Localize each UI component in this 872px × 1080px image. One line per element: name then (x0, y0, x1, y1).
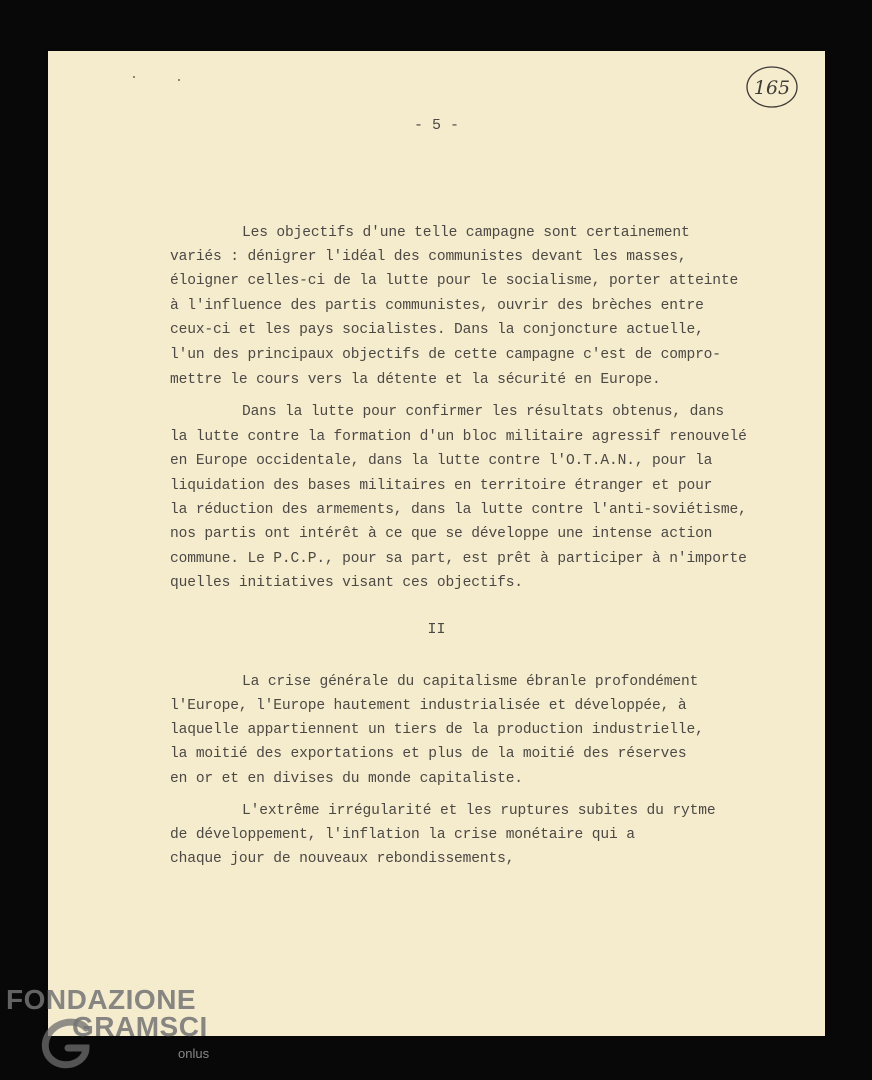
section-heading: II (427, 621, 446, 638)
archive-number: 165 (753, 77, 791, 99)
document-page (48, 51, 825, 1036)
watermark-line-3: onlus (178, 1046, 210, 1061)
watermark-line-2: GRAMSCI (72, 1011, 208, 1042)
watermark-line-1: FONDAZIONE (6, 984, 197, 1015)
archive-watermark (4, 984, 224, 1080)
text-line: la réduction des armements, dans la lutte contre l'anti-soviétisme, (170, 502, 747, 518)
text-line: ceux-ci et les pays socialistes. Dans la conjoncture actuelle, (170, 322, 704, 338)
text-line: laquelle appartiennent un tiers de la production industrielle, (170, 722, 704, 738)
text-line: nos partis ont intérêt à ce que se développe une intense action (170, 526, 713, 542)
text-line: Dans la lutte pour confirmer les résultats obtenus, dans (242, 404, 725, 420)
text-line: la lutte contre la formation d'un bloc militaire agressif renouvelé (170, 429, 747, 445)
text-line: L'extrême irrégularité et les ruptures subites du rytme (242, 803, 716, 819)
body-text (48, 51, 825, 1036)
text-line: à l'influence des partis communistes, ouvrir des brèches entre (170, 298, 704, 314)
text-line: l'un des principaux objectifs de cette campagne c'est de compro- (170, 347, 721, 363)
text-line: Les objectifs d'une telle campagne sont certainement (242, 225, 690, 241)
page-number: - 5 - (413, 117, 459, 134)
text-line: l'Europe, l'Europe hautement industrialisée et développée, à (170, 698, 687, 714)
text-line: quelles initiatives visant ces objectifs. (170, 575, 523, 591)
text-line: de développement, l'inflation la crise monétaire qui a (170, 827, 635, 843)
text-line: éloigner celles-ci de la lutte pour le socialisme, porter atteinte (170, 273, 739, 289)
text-line: en Europe occidentale, dans la lutte contre l'O.T.A.N., pour la (170, 453, 713, 469)
text-line: variés : dénigrer l'idéal des communistes devant les masses, (170, 249, 687, 265)
text-line: mettre le cours vers la détente et la sécurité en Europe. (170, 372, 661, 388)
text-line: en or et en divises du monde capitaliste. (170, 771, 523, 787)
text-line: la moitié des exportations et plus de la moitié des réserves (170, 746, 687, 762)
text-line: La crise générale du capitalisme ébranle profondément (242, 674, 699, 690)
text-line: liquidation des bases militaires en territoire étranger et pour (170, 478, 713, 494)
text-line: chaque jour de nouveaux rebondissements, (170, 851, 515, 867)
text-line: commune. Le P.C.P., pour sa part, est prêt à participer à n'importe (170, 551, 747, 567)
